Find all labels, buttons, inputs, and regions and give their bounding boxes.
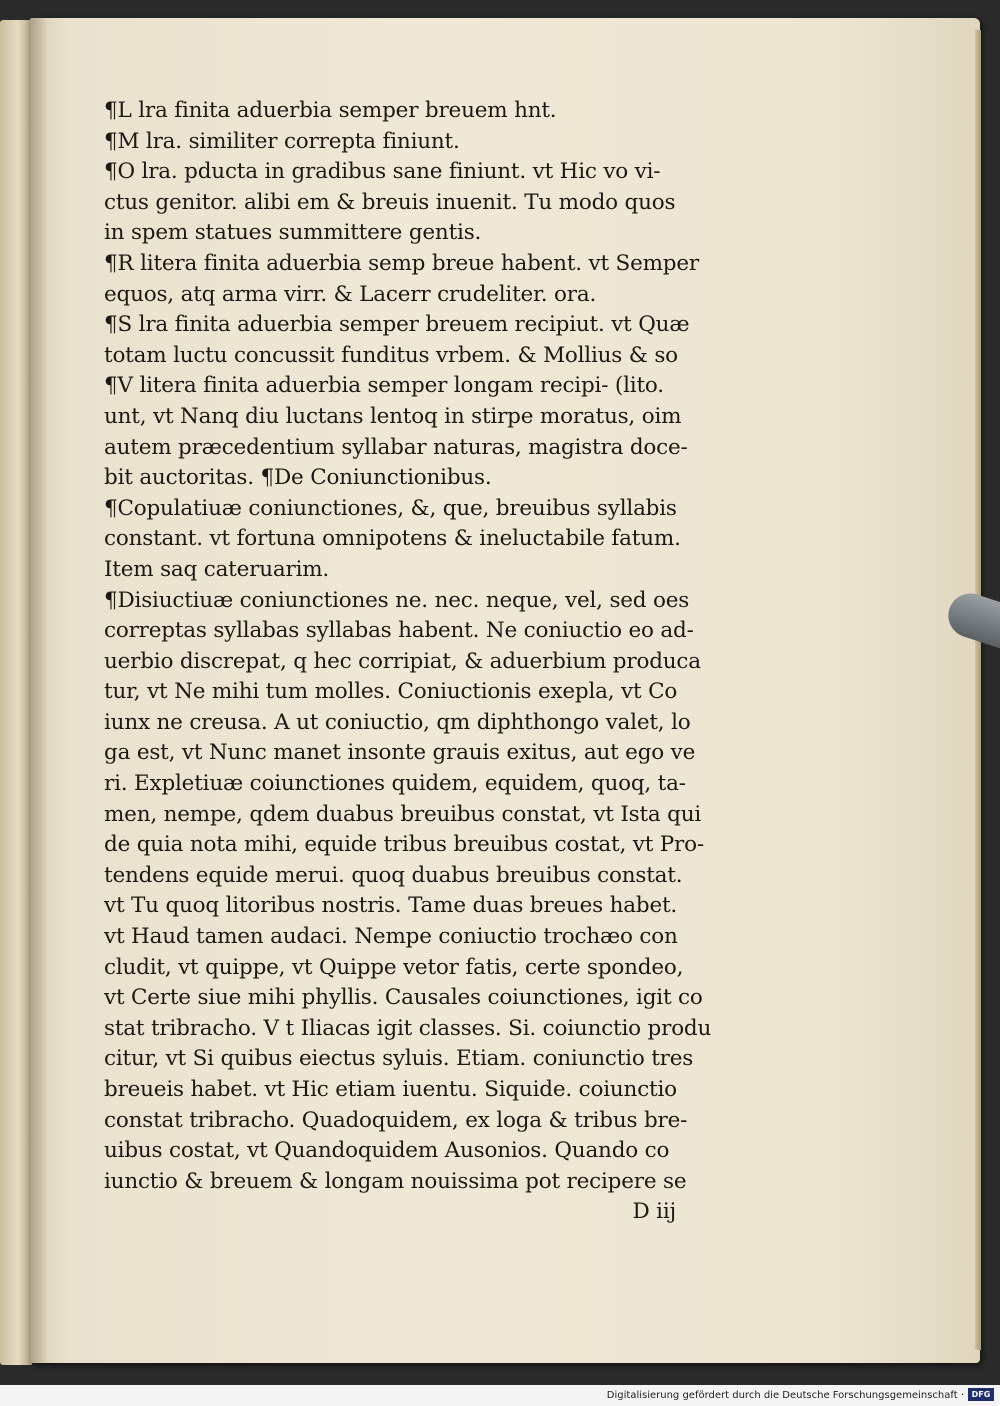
text-line: unt, vt Nanq diu luctans lentoq in stirpe moratus, oim <box>104 403 682 429</box>
text-line: in spem statues summittere gentis. <box>104 220 482 246</box>
text-line: ri. Expletiuæ coiunctiones quidem, equidem, quoq, ta- <box>104 771 686 797</box>
gutter-shadow <box>30 18 48 1363</box>
page-text <box>104 96 744 1228</box>
text-line: vt Tu quoq litoribus nostris. Tame duas breues habet. <box>104 893 678 919</box>
text-line: vt Certe siue mihi phyllis. Causales coiunctiones, igit co <box>104 985 703 1011</box>
previous-page-edge <box>0 20 32 1365</box>
digitization-credit: Digitalisierung gefördert durch die Deutsche Forschungsgemeinschaft · <box>606 1390 964 1401</box>
text-line: autem præcedentium syllabar naturas, magistra doce- <box>104 434 688 460</box>
text-line: ga est, vt Nunc manet insonte grauis exitus, aut ego ve <box>104 740 696 766</box>
text-line: totam luctu concussit funditus vrbem. & Mollius & so <box>104 342 678 368</box>
text-line: iunx ne creusa. A ut coniuctio, qm diphthongo valet, lo <box>104 709 691 735</box>
text-line: constat tribracho. Quadoquidem, ex loga & tribus bre- <box>104 1107 688 1133</box>
text-line: equos, atq arma virr. & Lacerr crudeliter. ora. <box>104 281 597 307</box>
text-line: ¶M lra. similiter correpta finiunt. <box>104 128 460 154</box>
text-line: men, nempe, qdem duabus breuibus constat, vt Ista qui <box>104 801 702 827</box>
page-stack-edge <box>975 30 981 1350</box>
text-line: ¶Disiuctiuæ coniunctiones ne. nec. neque, vel, sed oes <box>104 587 690 613</box>
text-line: de quia nota mihi, equide tribus breuibus costat, vt Pro- <box>104 832 704 858</box>
signature-mark: D iij <box>632 1199 676 1225</box>
text-line: uibus costat, vt Quandoquidem Ausonios. Quando co <box>104 1138 670 1164</box>
text-line: uerbio discrepat, q hec corripiat, & aduerbium produca <box>104 648 701 674</box>
text-line: Item saq cateruarim. <box>104 556 330 582</box>
text-line: ctus genitor. alibi em & breuis inuenit. Tu modo quos <box>104 189 676 215</box>
text-line: tur, vt Ne mihi tum molles. Coniuctionis exepla, vt Co <box>104 679 678 705</box>
text-line: ¶S lra finita aduerbia semper breuem recipiut. vt Quæ <box>104 312 690 338</box>
text-line: vt Haud tamen audaci. Nempe coniuctio trochæo con <box>104 924 678 950</box>
dfg-logo: DFG <box>968 1388 994 1401</box>
text-line: cludit, vt quippe, vt Quippe vetor fatis, certe spondeo, <box>104 954 684 980</box>
text-line: breueis habet. vt Hic etiam iuentu. Siquide. coiunctio <box>104 1077 677 1102</box>
text-line: ¶R litera finita aduerbia semp breue habent. vt Semper <box>104 250 699 276</box>
text-line: ¶L lra finita aduerbia semper breuem hnt. <box>104 98 557 123</box>
text-line: ¶O lra. pducta in gradibus sane finiunt. vt Hic vo vi- <box>104 159 661 185</box>
text-line: constant. vt fortuna omnipotens & ineluctabile fatum. <box>104 526 681 552</box>
text-line: bit auctoritas. ¶De Coniunctionibus. <box>104 465 492 491</box>
text-line: ¶V litera finita aduerbia semper longam recipi- (lito. <box>104 373 664 399</box>
text-line: stat tribracho. V t Iliacas igit classes. Si. coiunctio produ <box>104 1015 712 1041</box>
text-line: tendens equide merui. quoq duabus breuibus constat. <box>104 862 683 888</box>
text-line: citur, vt Si quibus eiectus syluis. Etiam. coniunctio tres <box>104 1046 694 1072</box>
text-line: ¶Copulatiuæ coniunctiones, &, que, breuibus syllabis <box>104 495 677 521</box>
text-line: iunctio & breuem & longam nouissima pot recipere se <box>104 1168 687 1194</box>
text-line: correptas syllabas syllabas habent. Ne coniuctio eo ad- <box>104 618 694 644</box>
